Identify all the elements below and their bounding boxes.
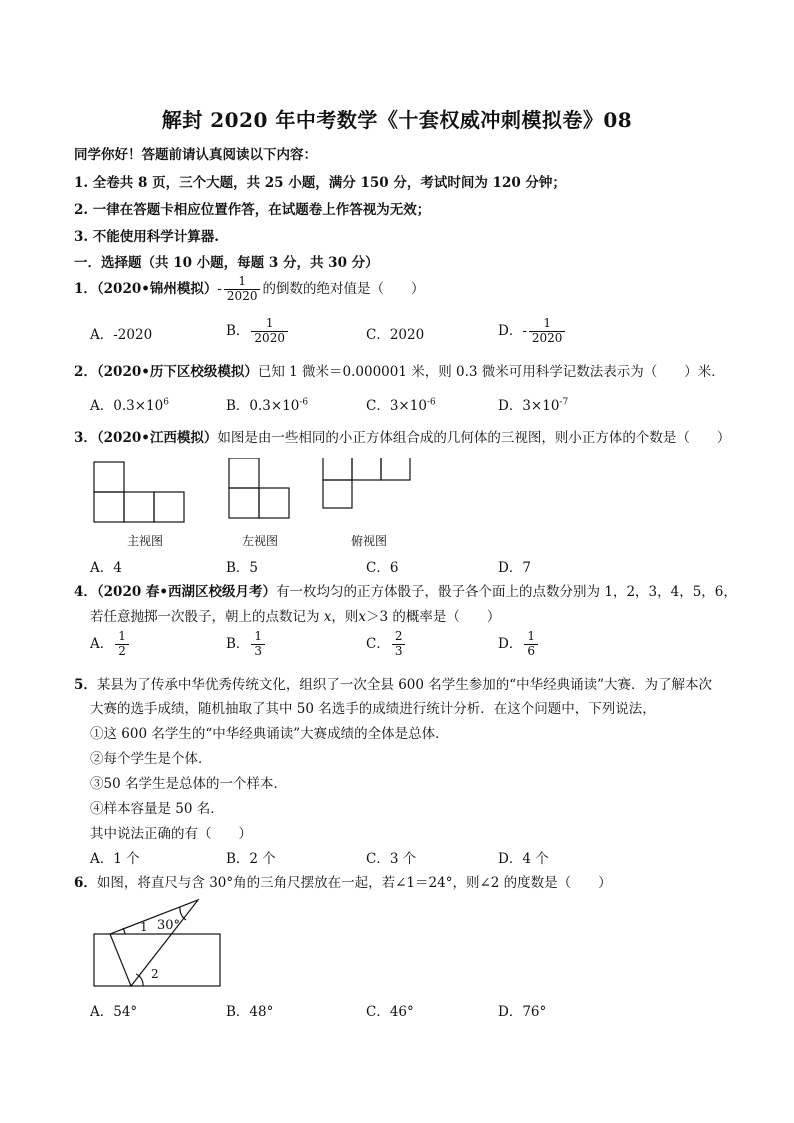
fraction-denominator: 2020	[251, 331, 288, 346]
caption-left-view: 左视图	[242, 534, 279, 548]
question-source: （2020•历下区校级模拟）	[96, 364, 258, 380]
statement-3: ③50 名学生是总体的一个样本．	[90, 776, 287, 792]
option-label: C．	[366, 635, 390, 652]
fraction-denominator: 2020	[529, 331, 566, 346]
fraction-denominator: 3	[392, 644, 406, 659]
three-view-figure	[90, 458, 420, 524]
front-view-cell	[154, 492, 184, 522]
option-b: B．5	[226, 560, 259, 576]
top-view-cell	[323, 458, 352, 480]
front-view-cell	[94, 492, 124, 522]
option-a	[90, 394, 169, 414]
option-c: C．46°	[366, 1004, 414, 1020]
fraction	[251, 630, 265, 659]
option-c: C．6	[366, 560, 399, 576]
option-b	[226, 630, 267, 659]
option-a: A．1 个	[90, 851, 140, 867]
question-5-ask: 其中说法正确的有（ ）	[90, 826, 252, 842]
option-base: B．0.3×10	[226, 398, 300, 414]
fraction	[529, 317, 566, 346]
question-3	[74, 426, 730, 446]
option-exponent: 6	[163, 397, 169, 408]
option-label: B．	[226, 635, 250, 652]
option-label: D．	[498, 635, 523, 652]
fraction	[115, 630, 129, 659]
top-view-cell	[381, 458, 410, 480]
front-view-cell	[124, 492, 154, 522]
option-a: A．-2020	[90, 327, 153, 343]
question-5-line-2: 大赛的选手成绩，随机抽取了其中 50 名选手的成绩进行统计分析．在这个问题中，下列说法，	[90, 701, 656, 717]
option-exponent: -7	[559, 397, 569, 408]
top-view-cell	[323, 480, 352, 508]
question-stem: 某县为了传承中华优秀传统文化，组织了一次全县 600 名学生参加的“中华经典诵读”大赛．为了解本次	[96, 677, 713, 693]
section-heading: 一．选择题（共 10 小题，每题 3 分，共 30 分）	[74, 255, 379, 271]
intro-greeting: 同学你好！答题前请认真阅读以下内容：	[74, 147, 317, 163]
question-stem: 若任意抛掷一次骰子，朝上的点数记为	[90, 609, 324, 625]
option-label: D．-	[498, 322, 527, 339]
fraction-numerator: 1	[543, 316, 551, 330]
question-stem: ，则	[331, 609, 359, 625]
question-number: 4．	[74, 584, 97, 600]
question-stem: 有一枚均匀的正方体骰子，骰子各个面上的点数分别为 1，2，3，4，5，6，	[276, 584, 737, 600]
angle-1-label: 1	[140, 920, 148, 934]
option-c: C．3 个	[366, 851, 417, 867]
option-exponent: -6	[299, 397, 309, 408]
option-d: D．7	[498, 560, 531, 576]
option-d: D．4 个	[498, 851, 549, 867]
caption-front-view: 主视图	[127, 534, 164, 548]
angle-2-arc	[136, 974, 143, 986]
fraction-denominator: 6	[524, 644, 538, 659]
front-view-cell	[94, 462, 124, 492]
option-label: B．	[226, 322, 250, 339]
question-stem: 的倒数的绝对值是（ ）	[262, 280, 425, 297]
question-number: 2．	[74, 364, 97, 380]
question-stem: ＞3 的概率是（ ）	[366, 609, 501, 625]
fraction-denominator: 2	[115, 644, 129, 659]
fraction-denominator: 2020	[224, 289, 261, 304]
question-source: （2020•锦州模拟）	[96, 280, 218, 297]
fraction	[224, 275, 261, 304]
page-title: 解封 2020 年中考数学《十套权威冲刺模拟卷》08	[161, 108, 633, 132]
angle-30-label: 30°	[157, 918, 181, 933]
option-b	[226, 394, 308, 414]
fraction-numerator: 1	[118, 629, 126, 643]
fraction-denominator: 3	[251, 644, 265, 659]
option-base: D．3×10	[498, 398, 560, 414]
option-a	[90, 630, 131, 659]
option-d	[498, 317, 567, 346]
question-stem: 如图，将直尺与含 30°角的三角尺摆放在一起，若∠1＝24°，则∠2 的度数是（ ）	[96, 875, 612, 891]
left-view-cell	[229, 458, 259, 488]
option-c	[366, 630, 407, 659]
variable-x: x	[358, 609, 367, 625]
option-base: C．3×10	[366, 398, 427, 414]
statement-1: ①这 600 名学生的“中华经典诵读”大赛成绩的全体是总体．	[90, 726, 449, 742]
option-d	[498, 394, 568, 414]
intro-rule-1: 1. 全卷共 8 页，三个大题，共 25 小题，满分 150 分，考试时间为 120 分钟；	[74, 175, 566, 191]
fraction	[524, 630, 538, 659]
variable-x: x	[323, 609, 332, 625]
option-a: A．4	[90, 560, 122, 576]
question-stem: 如图是由一些相同的小正方体组合成的几何体的三视图，则小正方体的个数是（ ）	[217, 430, 731, 446]
angle-2-label: 2	[151, 967, 159, 981]
fraction-numerator: 1	[238, 274, 247, 288]
left-view-cell	[229, 488, 259, 518]
ruler-triangle-figure	[88, 896, 228, 992]
fraction	[392, 630, 406, 659]
intro-rule-3: 3. 不能使用科学计算器.	[74, 229, 219, 245]
question-2	[74, 360, 725, 380]
option-d: D．76°	[498, 1004, 547, 1020]
option-c: C．2020	[366, 327, 425, 343]
question-stem: 已知 1 微米＝0.000001 米，则 0.3 微米可用科学记数法表示为（ ）米．	[257, 364, 725, 380]
fraction-numerator: 1	[265, 316, 274, 330]
question-6	[74, 871, 612, 891]
question-4-line-2	[90, 605, 500, 625]
option-d	[498, 630, 540, 659]
question-number: 6．	[74, 875, 97, 891]
intro-rule-2: 2. 一律在答题卡相应位置作答，在试题卷上作答视为无效；	[74, 202, 431, 218]
question-5	[74, 673, 712, 693]
option-b: B．2 个	[226, 851, 276, 867]
option-exponent: -6	[426, 397, 436, 408]
fraction-numerator: 1	[527, 629, 535, 643]
fraction	[251, 317, 288, 346]
angle-30-arc	[180, 907, 186, 920]
question-source: （2020 春•西湖区校级月考）	[96, 584, 277, 600]
question-4	[74, 580, 737, 600]
minus-sign: -	[217, 280, 222, 297]
question-number: 5．	[74, 677, 97, 693]
fraction-numerator: 2	[394, 629, 403, 643]
fraction-numerator: 1	[254, 629, 263, 643]
option-base: A．0.3×10	[90, 398, 164, 414]
option-b: B．48°	[226, 1004, 274, 1020]
question-number: 3．	[74, 430, 97, 446]
question-1	[74, 275, 424, 304]
statement-4: ④样本容量是 50 名．	[90, 801, 224, 817]
option-b	[226, 317, 290, 346]
caption-top-view: 俯视图	[351, 534, 388, 548]
question-source: （2020•江西模拟）	[96, 430, 218, 446]
question-number: 1．	[74, 280, 97, 297]
option-c	[366, 394, 436, 414]
left-view-cell	[259, 488, 289, 518]
option-a: A．54°	[90, 1004, 138, 1020]
option-label: A．	[90, 635, 114, 652]
top-view-cell	[352, 458, 381, 480]
statement-2: ②每个学生是个体．	[90, 751, 212, 767]
